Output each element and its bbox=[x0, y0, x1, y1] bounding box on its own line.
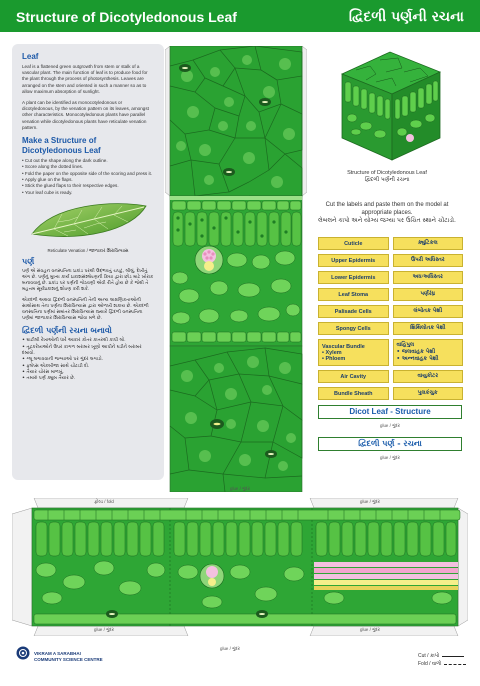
reticulate-venation-leaf-image bbox=[24, 200, 152, 240]
glue-label-bottom-right: glue / ગુંદર bbox=[360, 627, 380, 632]
glue-label-bottom-left: glue / ગુંદર bbox=[94, 627, 114, 632]
label-palisade-en[interactable]: Palisade Cells bbox=[318, 305, 389, 318]
label-upper-epidermis-en[interactable]: Upper Epidermis bbox=[318, 254, 389, 267]
parn-paragraph-1: પર્ણ એ સંવહન વનસ્પતિના પ્રકાંડ પરથી ઉદ્‌ભવતું ચપટું, લીલું, દેખીતું અંગ છે. પર્ણનું મુખ્ય કાર્ય પ્રકાશસંશ્લેષણની ક્રિયા દ્વારા છોડ માટે ખોરાક બનાવવાનું છે. પ્રકાંડ પર પર્ણની ગોઠવણી એવી રીતે હોય છે કે જેથી તે મહત્તમ સૂર્યપ્રકાશનું શોષણ કરી શકે. bbox=[22, 268, 154, 293]
cube-caption-gujarati: દ્વિદળી પર્ણની રચના bbox=[364, 177, 410, 183]
info-panel bbox=[12, 44, 164, 480]
list-item: • Stick the glued flaps to their respective edges. bbox=[22, 183, 154, 189]
glue-label-top-centre: glue / ગુંદર bbox=[230, 486, 250, 491]
leaf-heading: Leaf bbox=[22, 52, 39, 61]
cube-net-vertical bbox=[165, 46, 307, 492]
label-row-spongy bbox=[318, 322, 463, 335]
banavo-steps-list bbox=[22, 338, 154, 382]
label-row-lower-epidermis bbox=[318, 271, 463, 284]
cut-out-labels bbox=[318, 237, 463, 404]
label-instructions bbox=[312, 202, 462, 225]
fold-label: Fold / વાળો bbox=[418, 661, 442, 667]
label-row-cuticle bbox=[318, 237, 463, 250]
parn-heading: પર્ણ bbox=[22, 256, 35, 266]
leaf-cube-illustration bbox=[336, 46, 446, 164]
list-item: • ઘાટીલી રેખાઓની ધારે આકાર કોતર કાતરથી કાપી લો. bbox=[22, 338, 154, 344]
label-palisade-gu[interactable]: લંબોતક પેશી bbox=[393, 305, 464, 318]
label-air-cavity-gu[interactable]: વાયુકોટર bbox=[393, 370, 464, 383]
dicot-leaf-strip[interactable]: Dicot Leaf - Structure bbox=[318, 405, 462, 419]
label-leaf-stoma-gu[interactable]: પર્ણરંધ્ર bbox=[393, 288, 464, 301]
glue-label-bottom-centre: glue / ગુંદર bbox=[220, 646, 240, 651]
label-bundle-sheath-en[interactable]: Bundle Sheath bbox=[318, 387, 389, 400]
leaf-paragraph-2: A plant can be identified as monocotyledonous or dicotyledonous, by the venation pattern on its leaves, amongst other characteristics. Monocotyledonous plants have parallel venation while dicotyledonous plants have reticulate venation pattern. bbox=[22, 100, 149, 130]
leaf-paragraph-1: Leaf is a flattened green outgrowth from stem or stalk of a vascular plant. The main function of leaf is to produce food for the plant through the process of photosynthesis. Leaves are arranged on the stem and oriented in such a manner so as to allow maximum absorption of sunlight. bbox=[22, 64, 148, 94]
parn-paragraph-2: એકદળી અથવા દ્વિદળી વનસ્પતિની તેની અન્ય લાક્ષણિકતાઓની સાથોસાથ તેના પર્ણના શિરાવિન્યાસ દ્વારા ઓળખી શકાય છે. એકદળી વનસ્પતિના પર્ણમાં સમાંતર શિરાવિન્યાસ જ્યારે દ્વિદળી વનસ્પતિના પર્ણમાં જાળાકાર શિરાવિન્યાસ જોવા મળે છે. bbox=[22, 297, 149, 322]
instructions-gujarati: લેબલને કાપો અને યોગ્ય જગ્યા પર ઉચિત સ્થાને ચોંટાડો. bbox=[318, 217, 456, 224]
label-row-upper-epidermis bbox=[318, 254, 463, 267]
glue-label-top-right: glue / ગુંદર bbox=[360, 499, 380, 504]
list-item: • Score along the dotted lines. bbox=[22, 164, 154, 170]
label-vascular-bundle-en[interactable]: Vascular Bundle • Xylem • Phloem bbox=[318, 339, 389, 366]
banavo-heading: દ્વિદળી પર્ણની રચના બનાવો bbox=[22, 326, 112, 336]
cut-fold-legend bbox=[418, 652, 466, 668]
strip-glue-tab-2: glue / ગુંદર bbox=[380, 455, 400, 460]
page-title-english: Structure of Dicotyledonous Leaf bbox=[16, 9, 237, 25]
list-item: • Fold the paper on the opposite side of the scoring and press it. bbox=[22, 171, 154, 177]
list-item: • તૈયાર ચોરસ માળખું. bbox=[22, 370, 154, 376]
label-cuticle-gu[interactable]: ક્યુટિકલ bbox=[393, 237, 464, 250]
list-item: • ફ્લેપ્સ એકબીજા સાથે ચોંટાડી દો. bbox=[22, 364, 154, 370]
cube-caption-english: Structure of Dicotyledonous Leaf bbox=[347, 170, 427, 176]
page-title-gujarati: દ્વિદળી પર્ણની રચના bbox=[348, 9, 464, 25]
list-item: • તૂટકરેખાઓને ઉપર કાગળ બરાબર ખૂણો આપીને ઘડીને બરાબર દબાવો. bbox=[22, 345, 154, 358]
label-air-cavity-en[interactable]: Air Cavity bbox=[318, 370, 389, 383]
list-item: • તમારું પર્ણ ક્યુબ તૈયાર છે. bbox=[22, 376, 154, 382]
dicot-leaf-strip-gujarati[interactable]: દ્વિદળી પર્ણ - રચના bbox=[318, 437, 462, 451]
label-row-leaf-stoma bbox=[318, 288, 463, 301]
label-row-air-cavity bbox=[318, 370, 463, 383]
vasccs-logo bbox=[16, 646, 30, 660]
fold-line-icon bbox=[444, 664, 466, 665]
list-item: • ગ્લૂ લગાવવાની જગ્યાઓ પર ગુંદર લગાડો. bbox=[22, 357, 154, 363]
cut-label: Cut / કાપો bbox=[418, 653, 440, 659]
list-item: • Apply glue on the flaps. bbox=[22, 177, 154, 183]
org-line-1: VIKRAM A SARABHAI bbox=[34, 651, 81, 656]
label-spongy-gu[interactable]: શિથિલોતક પેશી bbox=[393, 322, 464, 335]
label-row-vascular-bundle bbox=[318, 339, 463, 366]
label-spongy-en[interactable]: Spongy Cells bbox=[318, 322, 389, 335]
make-structure-heading: Make a Structure of Dicotyledonous Leaf bbox=[22, 136, 101, 156]
make-steps-list bbox=[22, 158, 154, 196]
label-cuticle-en[interactable]: Cuticle bbox=[318, 237, 389, 250]
label-leaf-stoma-en[interactable]: Leaf Stoma bbox=[318, 288, 389, 301]
label-lower-epidermis-gu[interactable]: અધઃઅધિસ્તર bbox=[393, 271, 464, 284]
label-lower-epidermis-en[interactable]: Lower Epidermis bbox=[318, 271, 389, 284]
cube-net-horizontal bbox=[12, 498, 468, 636]
list-item: • Your leaf cube is ready. bbox=[22, 190, 154, 196]
cube-caption bbox=[312, 170, 462, 184]
label-vascular-bundle-gu[interactable]: વાહિપુલ • જલવાહક પેશી • અન્નવાહક પેશી bbox=[393, 339, 464, 366]
venation-caption: Reticulate Venation / જાળાકાર શિરાવિન્યાસ bbox=[47, 247, 129, 253]
fold-label-top-left: ફોલ્ડ / fold bbox=[94, 499, 114, 504]
label-upper-epidermis-gu[interactable]: ઉપરી અધિસ્તર bbox=[393, 254, 464, 267]
list-item: • Cut out the shape along the dark outline. bbox=[22, 158, 154, 164]
label-row-bundle-sheath bbox=[318, 387, 463, 400]
label-bundle-sheath-gu[interactable]: પુલકંચુક bbox=[393, 387, 464, 400]
org-line-2: COMMUNITY SCIENCE CENTRE bbox=[34, 656, 103, 662]
label-row-palisade bbox=[318, 305, 463, 318]
organisation-name bbox=[34, 651, 103, 662]
cut-line-icon bbox=[442, 656, 464, 657]
strip-glue-tab: glue / ગુંદર bbox=[380, 423, 400, 428]
instructions-english: Cut the labels and paste them on the model at appropriate places. bbox=[325, 202, 449, 216]
